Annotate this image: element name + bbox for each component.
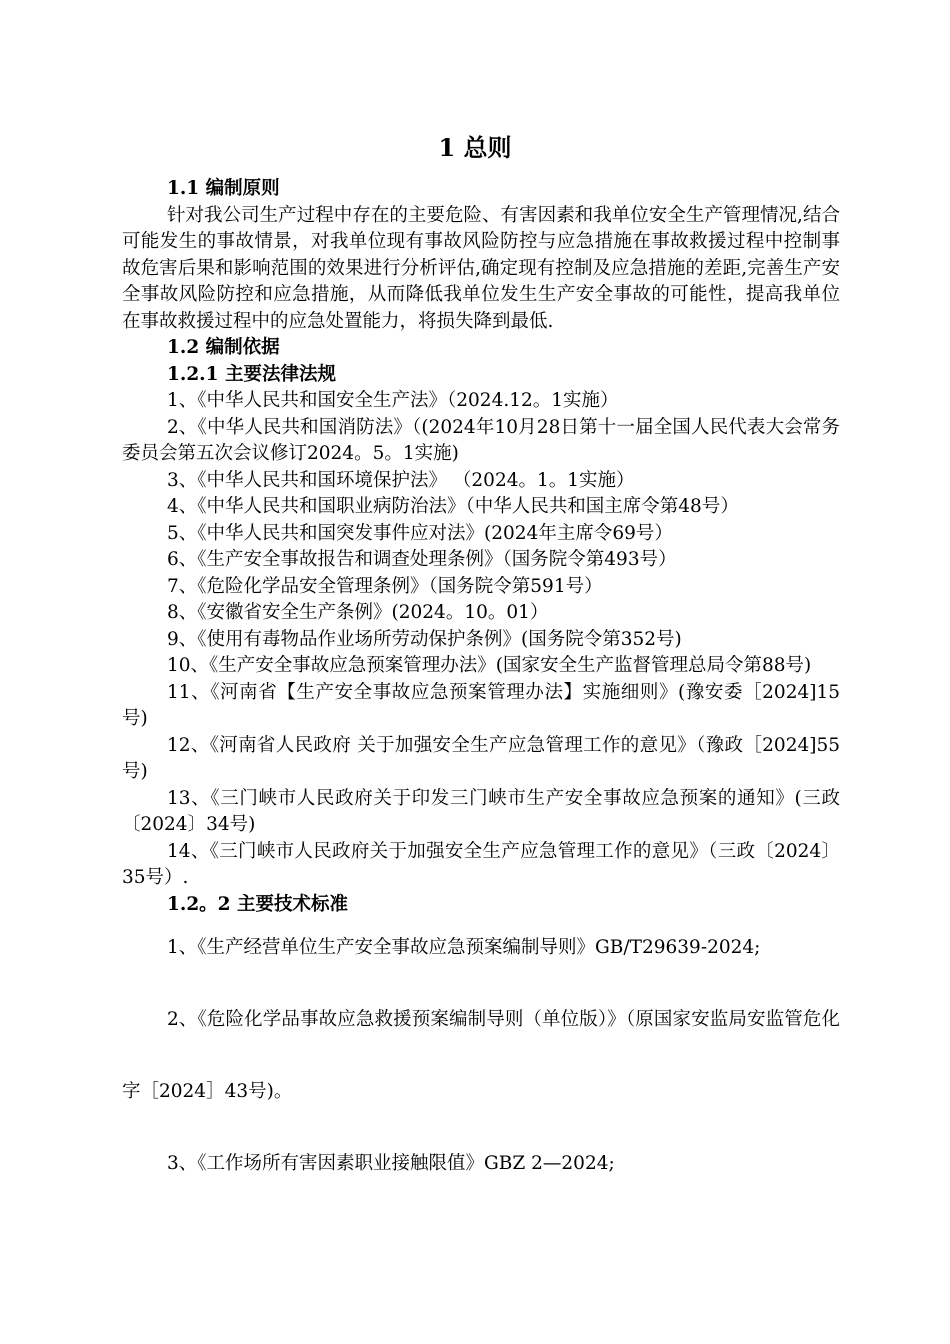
heading-1-2-2: 1.2。2 主要技术标准	[167, 893, 348, 915]
document-body	[122, 176, 840, 1200]
laws-list	[122, 388, 840, 892]
heading-1-1: 1.1 编制原则	[167, 178, 280, 199]
heading-1-2: 1.2 编制依据	[167, 337, 280, 358]
law-item: 2、《中华人民共和国消防法》（(2024年10月28日第十一届全国人民代表大会常务委员会第五次会议修订2024。5。1实施)	[122, 416, 840, 464]
law-item: 12、《河南省人民政府 关于加强安全生产应急管理工作的意见》（豫政［2024]55 号)	[122, 734, 840, 782]
paragraph-principles: 针对我公司生产过程中存在的主要危险、有害因素和我单位安全生产管理情况,结合可能发生的事故情景，对我单位现有事故风险防控与应急措施在事故救援过程中控制事故危害后果和影响范围的效果进行分析评估,确定现有控制及应急措施的差距,完善生产安全事故风险防控和应急措施，从而降低我单位发生生产安全事故的可能性，提高我单位在事故救援过程中的应急处置能力，将损失降到最低.	[122, 204, 840, 332]
law-item: 8、《安徽省安全生产条例》(2024。10。01）	[167, 602, 549, 623]
law-item: 9、《使用有毒物品作业场所劳动保护条例》(国务院令第352号)	[167, 628, 682, 650]
law-item: 7、《危险化学品安全管理条例》（国务院令第591号）	[167, 575, 603, 597]
law-item: 1、《中华人民共和国安全生产法》（2024.12。1实施）	[167, 390, 619, 411]
heading-1-2-1: 1.2.1 主要法律法规	[167, 363, 336, 385]
standard-item: 2、《危险化学品事故应急救援预案编制导则（单位版）》（原国家安监局安监管危化字［2024］43号)。	[122, 1009, 840, 1102]
law-item: 11、《河南省【生产安全事故应急预案管理办法】实施细则》(豫安委［2024]15号)	[122, 681, 840, 729]
standard-item: 3、《工作场所有害因素职业接触限值》GBZ 2—2024;	[167, 1153, 615, 1174]
law-item: 6、《生产安全事故报告和调查处理条例》（国务院令第493号）	[167, 549, 677, 570]
law-item: 4、《中华人民共和国职业病防治法》（中华人民共和国主席令第48号）	[167, 496, 739, 517]
law-item: 3、《中华人民共和国环境保护法》 （2024。1。1实施）	[167, 469, 635, 491]
law-item: 10、《生产安全事故应急预案管理办法》(国家安全生产监督管理总局令第88号)	[167, 655, 812, 676]
law-item: 5、《中华人民共和国突发事件应对法》(2024年主席令69号）	[167, 522, 673, 544]
standards-list	[122, 912, 840, 1200]
standard-item: 1、《生产经营单位生产安全事故应急预案编制导则》GB/T29639-2024;	[167, 937, 761, 958]
law-item: 13、《三门峡市人民政府关于印发三门峡市生产安全事故应急预案的通知》(三政〔2024〕34号)	[122, 787, 840, 835]
section-title: 1 总则	[438, 133, 512, 162]
law-item: 14、《三门峡市人民政府关于加强安全生产应急管理工作的意见》（三政〔2024〕35号）.	[122, 840, 840, 888]
